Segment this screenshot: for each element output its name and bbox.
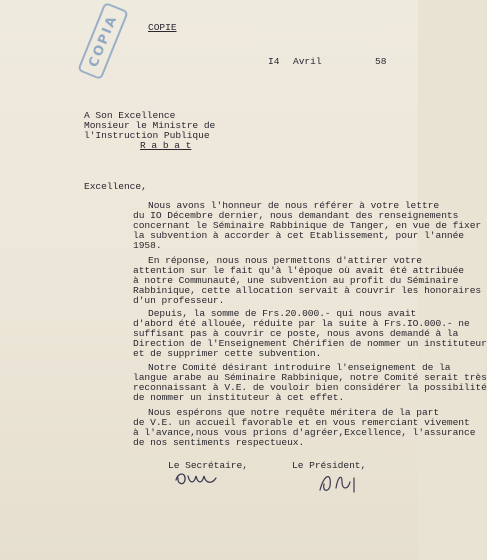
president-signature bbox=[314, 468, 364, 498]
body-line: Notre Comité désirant introduire l'enseignement de la bbox=[148, 362, 451, 373]
recipient-line-3: l'Instruction Publique bbox=[84, 130, 210, 141]
body-line: Nous espérons que notre requête méritera de la part bbox=[148, 407, 440, 418]
body-line: de nos sentiments respectueux. bbox=[133, 437, 305, 448]
date-day: I4 bbox=[268, 56, 280, 67]
body-line: la subvention à accorder à cet Etablissement, pour l'année bbox=[133, 230, 465, 241]
body-line: à l'avance,nous vous prions d'agréer,Excellence, l'assurance bbox=[133, 427, 476, 438]
body-line: concernant le Séminaire Rabbinique de Tanger, en vue de fixer bbox=[133, 220, 482, 231]
secretary-signature bbox=[172, 466, 232, 490]
date-month: Avril bbox=[293, 56, 322, 67]
salutation: Excellence, bbox=[84, 181, 147, 192]
recipient-line-2: Monsieur le Ministre de bbox=[84, 120, 216, 131]
stamp-text: COPIA bbox=[85, 12, 121, 70]
body-line: langue arabe au Séminaire Rabbinique, notre Comité serait très bbox=[133, 372, 487, 383]
body-line: reconnaissant à V.E. de vouloir bien considérer la possibilité bbox=[133, 382, 487, 393]
body-line: En réponse, nous nous permettons d'attirer votre bbox=[148, 255, 422, 266]
body-line: d'un professeur. bbox=[133, 295, 225, 306]
body-line: et de supprimer cette subvention. bbox=[133, 348, 322, 359]
copia-stamp bbox=[77, 2, 129, 80]
copie-heading: COPIE bbox=[148, 22, 177, 33]
body-line: de V.E. un accueil favorable et en vous remerciant vivement bbox=[133, 417, 470, 428]
body-line: suffisant pas à couvrir ce poste, nous avons demandé à la bbox=[133, 328, 459, 339]
body-line: Rabbinique, cette allocation servait à couvrir les honoraires bbox=[133, 285, 482, 296]
body-line: du IO Décembre dernier, nous demandant des renseignements bbox=[133, 210, 459, 221]
body-line: à notre Communauté, une subvention au profit du Séminaire bbox=[133, 275, 459, 286]
recipient-line-1: A Son Excellence bbox=[84, 110, 176, 121]
president-label: Le Président, bbox=[292, 460, 367, 471]
body-line: attention sur le fait qu'à l'époque où avait été attribuée bbox=[133, 265, 465, 276]
secretary-label: Le Secrétaire, bbox=[168, 460, 248, 471]
recipient-city: R a b a t bbox=[140, 140, 192, 151]
date-year: 58 bbox=[375, 56, 387, 67]
body-line: Nous avons l'honneur de nous référer à votre lettre bbox=[148, 200, 440, 211]
body-line: Direction de l'Enseignement Chérifien de nommer un instituteur bbox=[133, 338, 487, 349]
body-line: Depuis, la somme de Frs.20.000.- qui nous avait bbox=[148, 308, 417, 319]
body-line: 1958. bbox=[133, 240, 162, 251]
body-line: d'abord été allouée, réduite par la suite à Frs.IO.000.- ne bbox=[133, 318, 470, 329]
body-line: de nommer un instituteur à cet effet. bbox=[133, 392, 345, 403]
